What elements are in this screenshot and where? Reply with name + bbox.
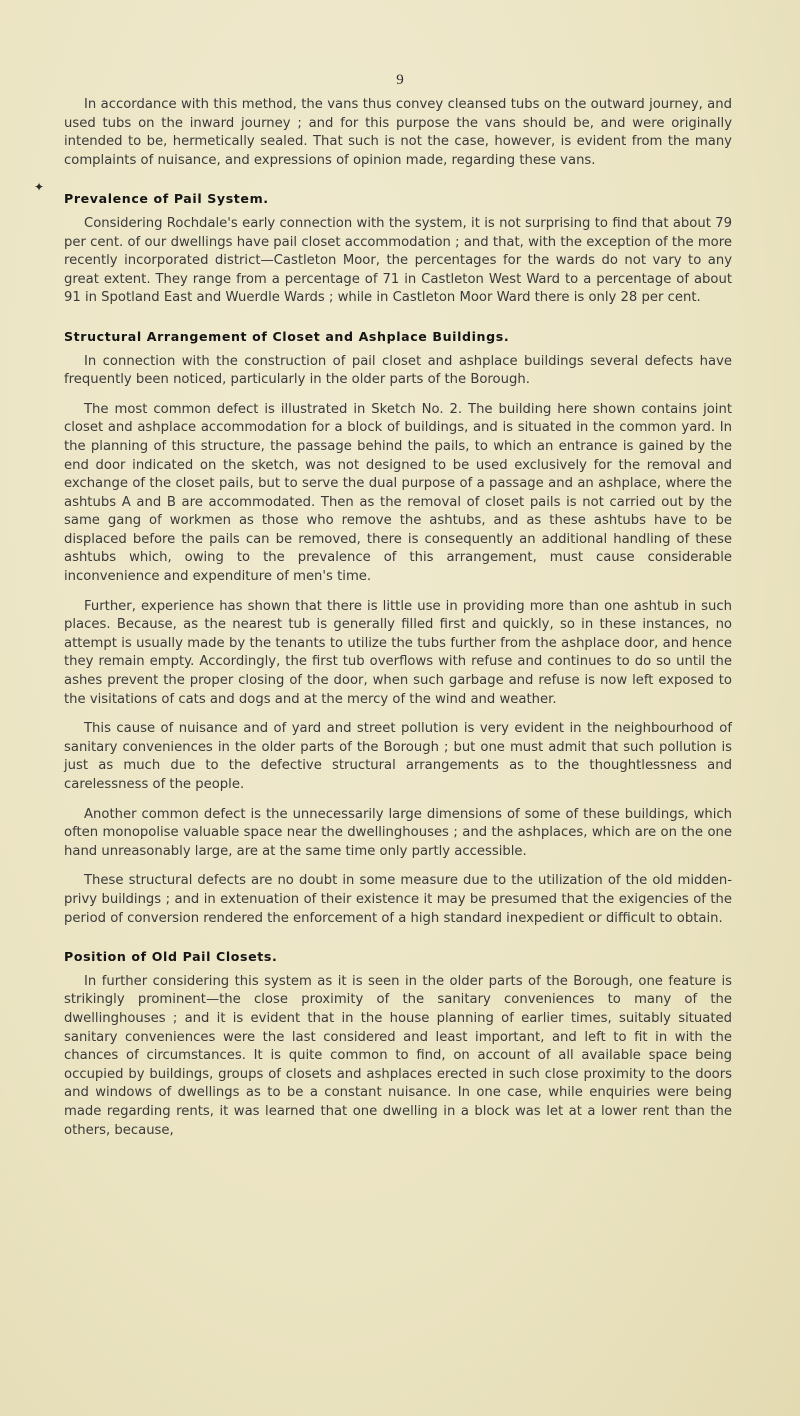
margin-mark: ✦ (34, 180, 45, 194)
section-heading-structural: Structural Arrangement of Closet and Ashplace Buildings. (64, 328, 510, 344)
position-paragraph: In further considering this system as it is seen in the older parts of the Borough, one feature is strikingly prominent—the close proximity of the sanitary conveniences to many of the dwellinghouses ; and it is evident that in the house planning of earlier times, suitably situated sanitary conveniences were the last considered and least important, and left to fit in with the chances of circumstances. It is quite common to find, on account of all available space being occupied by buildings, groups of closets and ashplaces erected in such close proximity to the doors and windows of dwellings as to be a constant nuisance. In one case, while enquiries were being made regarding rents, it was learned that one dwelling in a block was let at a lower rent than the others, because, (64, 973, 732, 1138)
section-heading-prevalence: Prevalence of Pail System. (64, 191, 269, 207)
intro-paragraph: In accordance with this method, the vans thus convey cleansed tubs on the outward journey, and used tubs on the inward journey ; and for this purpose the vans should be, and were originally intended to be, hermetically sealed. That such is not the case, however, is evident from the many complaints of nuisance, and expressions of opinion made, regarding these vans. (64, 97, 732, 168)
prevalence-paragraph: Considering Rochdale's early connection with the system, it is not surprising to find that about 79 per cent. of our dwellings have pail closet accommodation ; and that, with the exception of the more recently incorporated district—Castleton Moor, the percentages for the wards do not vary to any great extent. They range from a percentage of 71 in Castleton West Ward to a percentage of about 91 in Spotland East and Wuerdle Wards ; while in Castleton Moor Ward there is only 28 per cent. (64, 215, 732, 306)
page-number: 9 (396, 72, 404, 88)
structural-paragraph: These structural defects are no doubt in some measure due to the utilization of the old midden-privy buildings ; and in extenuation of their existence it may be presumed that the exigencies of the period of conversion rendered the enforcement of a high standard inexpedient or difficult to obtain. (64, 873, 732, 926)
section-heading-position: Position of Old Pail Closets. (64, 949, 278, 965)
structural-paragraph: This cause of nuisance and of yard and street pollution is very evident in the neighbourhood of sanitary conveniences in the older parts of the Borough ; but one must admit that such pollution is just as much due to the defective structural arrangements as to the thoughtlessness and carelessness of the people. (64, 721, 732, 792)
structural-paragraph: Further, experience has shown that there is little use in providing more than one ashtub in such places. Because, as the nearest tub is generally filled first and quickly, so in these instances, no attempt is usually made by the tenants to utilize the tubs further from the ashplace door, and hence they remain empty. Accordingly, the first tub overflows with refuse and continues to do so until the ashes prevent the proper closing of the door, when such garbage and refuse is now left exposed to the visitations of cats and dogs and at the mercy of the wind and weather. (64, 598, 732, 707)
structural-paragraph: In connection with the construction of pail closet and ashplace buildings several defects have frequently been noticed, particularly in the older parts of the Borough. (64, 353, 732, 388)
structural-paragraph: The most common defect is illustrated in Sketch No. 2. The building here shown contains joint closet and ashplace accommodation for a block of buildings, and is situated in the common yard. In the planning of this structure, the passage behind the pails, to which an entrance is gained by the end door indicated on the sketch, was not designed to be used exclusively for the removal and exchange of the closet pails, but to serve the dual purpose of a passage and an ashplace, where the ashtubs A and B are accommodated. Then as the removal of closet pails is not carried out by the same gang of workmen as those who remove the ashtubs, and as these ashtubs have to be displaced before the pails can be removed, there is consequently an additional handling of these ashtubs which, owing to the prevalence of this arrangement, must cause considerable inconvenience and expenditure of men's time. (64, 401, 732, 585)
document-body (64, 96, 732, 1140)
structural-paragraph: Another common defect is the unnecessarily large dimensions of some of these buildings, which often monopolise valuable space near the dwellinghouses ; and the ashplaces, which are on the one hand unreasonably large, are at the same time only partly accessible. (64, 806, 732, 859)
